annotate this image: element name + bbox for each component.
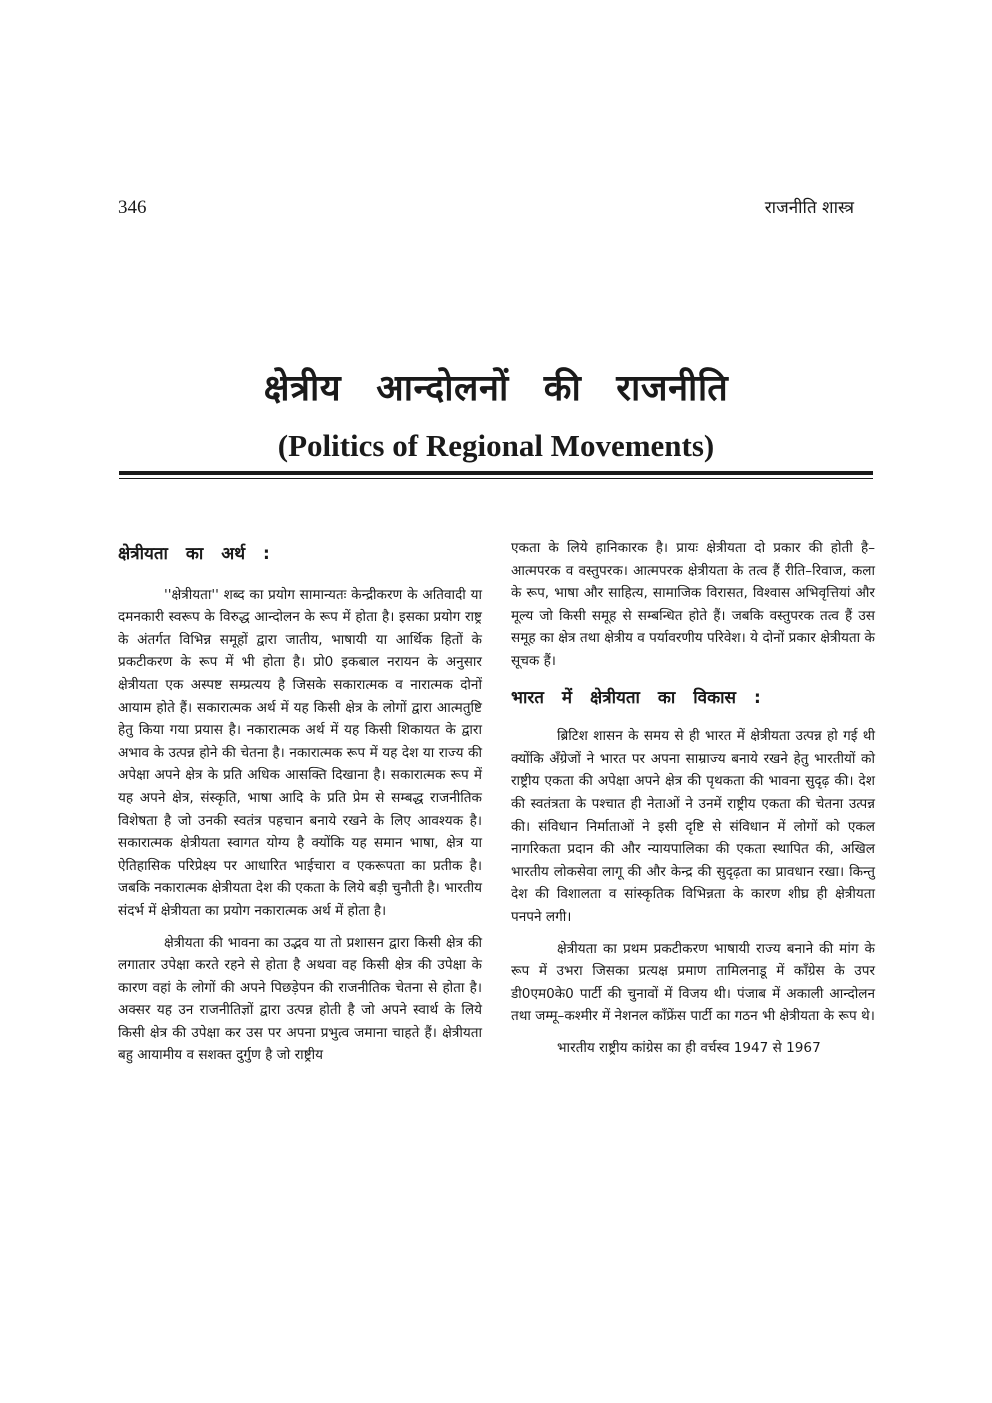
paragraph-continuation: एकता के लिये हानिकारक है। प्रायः क्षेत्रीयता दो प्रकार की होती है–आत्मपरक व वस्तुपरक। आत्मपरक क्षेत्रीयता के तत्व हैं रीति–रिवाज, कला के रूप, भाषा और साहित्य, सामाजिक विरासत, विश्वास अभिवृत्तियां और मूल्य जो किसी समूह से सम्बन्धित होते हैं। जबकि वस्तुपरक तत्व हैं उस समूह का क्षेत्र तथा क्षेत्रीय व पर्यावरणीय परिवेश। ये दोनों प्रकार क्षेत्रीयता के सूचक हैं। bbox=[511, 540, 875, 669]
page-number: 346 bbox=[118, 197, 147, 218]
right-column bbox=[511, 537, 875, 1059]
running-header: राजनीति शास्त्र bbox=[764, 198, 854, 218]
section-heading-meaning: क्षेत्रीयता का अर्थ : bbox=[118, 544, 270, 564]
left-column bbox=[118, 537, 482, 1067]
chapter-title-hindi: क्षेत्रीय आन्दोलनों की राजनीति bbox=[263, 368, 729, 409]
paragraph: भारतीय राष्ट्रीय कांग्रेस का ही वर्चस्व 1947 से 1967 bbox=[557, 1039, 821, 1056]
paragraph: क्षेत्रीयता की भावना का उद्भव या तो प्रशासन द्वारा किसी क्षेत्र की लगातार उपेक्षा करते रहने से होता है अथवा वह किसी क्षेत्र की उपेक्षा के कारण वहां के लोगों की अपने पिछड़ेपन की राजनीतिक चेतना से होता है। अक्सर यह उन राजनीतिज्ञों द्वारा उत्पन्न होती है जो अपने स्वार्थ के लिये किसी क्षेत्र की उपेक्षा कर उस पर अपना प्रभुत्व जमाना चाहते हैं। क्षेत्रीयता बहु आयामीय व सशक्त दुर्गुण है जो राष्ट्रीय bbox=[118, 934, 482, 1064]
chapter-title-english: (Politics of Regional Movements) bbox=[277, 428, 715, 463]
paragraph: ''क्षेत्रीयता'' शब्द का प्रयोग सामान्यतः केन्द्रीकरण के अतिवादी या दमनकारी स्वरूप के विरुद्ध आन्दोलन के रूप में होता है। इसका प्रयोग राष्ट्र के अंतर्गत विभिन्न समूहों द्वारा जातीय, भाषायी या आर्थिक हितों के प्रकटीकरण के रूप में भी होता है। प्रो0 इकबाल नरायन के अनुसार क्षेत्रीयता एक अस्पष्ट सम्प्रत्यय है जिसके सकारात्मक व नारात्मक दोनों आयाम होते हैं। सकारात्मक अर्थ में यह किसी क्षेत्र के लोगों द्वारा आत्मतुष्टि हेतु किया गया प्रयास है। नकारात्मक अर्थ में यह किसी शिकायत के द्वारा अभाव के उत्पन्न होने की चेतना है। नकारात्मक रूप में यह देश या राज्य की अपेक्षा अपने क्षेत्र के प्रति अधिक आसक्ति दिखाना है। सकारात्मक रूप में यह अपने क्षेत्र, संस्कृति, भाषा आदि के प्रति प्रेम से सम्बद्ध राजनीतिक विशेषता है जो उनकी स्वतंत्र पहचान बनाये रखने के लिए आवश्यक है। सकारात्मक क्षेत्रीयता स्वागत योग्य है क्योंकि यह समान भाषा, क्षेत्र या ऐतिहासिक परिप्रेक्ष्य पर आधारित भाईचारा व एकरूपता का प्रतीक है। जबकि नकारात्मक क्षेत्रीयता देश की एकता के लिये बड़ी चुनौती है। भारतीय संदर्भ में क्षेत्रीयता का प्रयोग नकारात्मक अर्थ में होता है। bbox=[118, 586, 482, 919]
paragraph: क्षेत्रीयता का प्रथम प्रकटीकरण भाषायी राज्य बनाने की मांग के रूप में उभरा जिसका प्रत्यक्ष प्रमाण तामिलनाडू में कॉंग्रेस के उपर डी0एम0के0 पार्टी की चुनावों में विजय थी। पंजाब में अकाली आन्दोलन तथा जम्मू–कश्मीर में नेशनल कॉंफ्रेंस पार्टी का गठन भी क्षेत्रीयता के रूप थे। bbox=[511, 940, 875, 1025]
paragraph: ब्रिटिश शासन के समय से ही भारत में क्षेत्रीयता उत्पन्न हो गई थी क्योंकि अँग्रेजों ने भारत पर अपना साम्राज्य बनाये रखने हेतु भारतीयों को राष्ट्रीय एकता की अपेक्षा अपने क्षेत्र की पृथकता की भावना सुदृढ़ की। देश की स्वतंत्रता के पश्चात ही नेताओं ने उनमें राष्ट्रीय एकता की चेतना उत्पन्न की। संविधान निर्माताओं ने इसी दृष्टि से संविधान में लोगों को एकल नागरिकता प्रदान की और न्यायपालिका की एकता स्थापित की, अखिल भारतीय लोकसेवा लागू की और केन्द्र की सुदृढ़ता का प्रावधान रखा। किन्तु देश की विशालता व सांस्कृतिक विभिन्नता के कारण शीघ्र ही क्षेत्रीयता पनपने लगी। bbox=[511, 728, 875, 925]
section-heading-development: भारत में क्षेत्रीयता का विकास : bbox=[511, 687, 761, 708]
title-rule-thin bbox=[119, 478, 873, 479]
title-rule-thick bbox=[119, 471, 873, 475]
